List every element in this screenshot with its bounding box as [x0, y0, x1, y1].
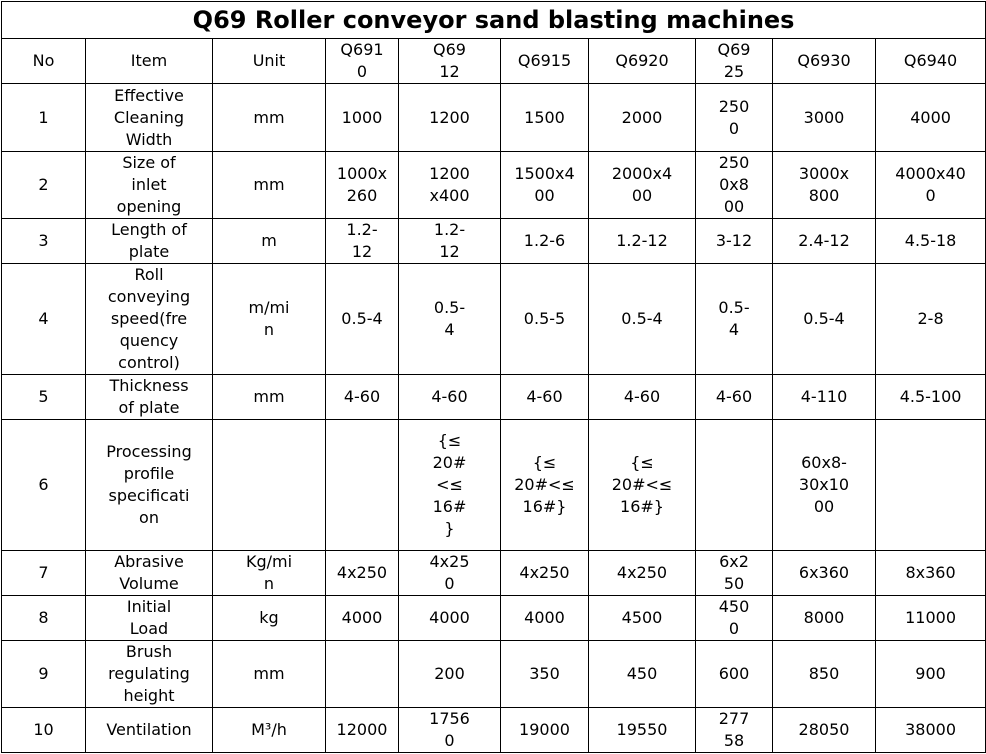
- cell-line: 0.5-4: [621, 309, 663, 328]
- cell-q6910: [326, 596, 399, 641]
- cell-line: 8: [38, 608, 49, 627]
- table-row: [2, 420, 986, 551]
- cell-line: quency: [119, 331, 179, 350]
- cell-unit: [213, 375, 326, 420]
- table-title: Q69 Roller conveyor sand blasting machines: [2, 2, 986, 39]
- cell-line: conveying: [107, 287, 191, 306]
- cell-unit: [213, 596, 326, 641]
- cell-q6925: [696, 708, 773, 753]
- cell-line: 25: [723, 62, 745, 81]
- cell-line: 12: [439, 62, 460, 81]
- cell-item: [86, 152, 213, 219]
- cell-line: 4x250: [336, 563, 388, 582]
- cell-line: 6x360: [798, 563, 850, 582]
- cell-line: profile: [123, 464, 175, 483]
- cell-line: 277: [718, 709, 750, 728]
- cell-no: [2, 84, 86, 152]
- cell-q6915: [501, 84, 589, 152]
- cell-line: 4x250: [519, 563, 570, 582]
- cell-line: Roll: [134, 265, 164, 284]
- cell-q6925: [696, 152, 773, 219]
- cell-q6915: [501, 420, 589, 551]
- cell-line: 2.4-12: [798, 231, 850, 250]
- cell-q6912: [399, 420, 501, 551]
- cell-q6912: [399, 551, 501, 596]
- cell-q6915: [501, 596, 589, 641]
- cell-line: Q69: [717, 40, 751, 59]
- cell-line: 1500: [524, 107, 565, 127]
- cell-line: 4.5-100: [899, 387, 962, 406]
- cell-unit: [213, 264, 326, 375]
- cell-no: [2, 264, 86, 375]
- cell-q6912: [399, 375, 501, 420]
- cell-line: regulating: [108, 664, 190, 683]
- cell-line: 450: [718, 597, 750, 616]
- header-no: [2, 39, 86, 84]
- cell-q6925: [696, 375, 773, 420]
- cell-line: 1.2-: [346, 220, 378, 239]
- cell-q6920: [589, 596, 696, 641]
- cell-q6925: [696, 264, 773, 375]
- cell-line: 4000: [429, 608, 470, 627]
- cell-q6930: [773, 641, 876, 708]
- cell-no: [2, 420, 86, 551]
- cell-q6920: [589, 375, 696, 420]
- table-row: [2, 375, 986, 420]
- cell-q6930: [773, 375, 876, 420]
- cell-line: plate: [128, 242, 170, 261]
- cell-q6940: [876, 708, 986, 753]
- cell-line: Size of: [122, 153, 176, 172]
- cell-q6920: [589, 219, 696, 264]
- cell-q6920: [589, 551, 696, 596]
- cell-q6910: [326, 641, 399, 708]
- table-row: [2, 596, 986, 641]
- table-row: [2, 84, 986, 152]
- table-row: [2, 264, 986, 375]
- cell-q6912: [399, 219, 501, 264]
- cell-q6925: [696, 596, 773, 641]
- cell-no: [2, 708, 86, 753]
- cell-line: opening: [116, 197, 182, 216]
- cell-line: 0: [728, 118, 740, 138]
- cell-line: Q691: [340, 40, 384, 59]
- cell-unit: [213, 219, 326, 264]
- header-q6930: [773, 39, 876, 84]
- cell-line: specificati: [108, 486, 190, 505]
- cell-line: n: [263, 574, 275, 593]
- cell-line: Item: [130, 51, 168, 70]
- cell-line: Width: [125, 129, 173, 149]
- cell-line: 0: [925, 186, 936, 205]
- cell-no: [2, 596, 86, 641]
- cell-line: No: [32, 51, 55, 70]
- cell-unit: [213, 641, 326, 708]
- cell-line: 3-12: [715, 231, 753, 250]
- cell-q6940: [876, 551, 986, 596]
- cell-line: 3: [38, 231, 49, 250]
- cell-line: 4000: [910, 107, 951, 127]
- cell-q6912: [399, 708, 501, 753]
- cell-q6910: [326, 84, 399, 152]
- cell-line: mm: [253, 107, 285, 127]
- cell-line: 58: [723, 731, 745, 750]
- cell-line: M³/h: [251, 720, 287, 739]
- cell-q6912: [399, 264, 501, 375]
- cell-item: [86, 551, 213, 596]
- cell-line: 250: [718, 153, 750, 172]
- cell-line: 1000: [341, 107, 383, 127]
- header-q6920: [589, 39, 696, 84]
- cell-line: Ventilation: [106, 720, 192, 739]
- cell-line: Q6920: [615, 51, 669, 70]
- cell-line: 600: [718, 664, 750, 683]
- cell-q6925: [696, 420, 773, 551]
- cell-line: mm: [253, 175, 285, 194]
- cell-line: 4-60: [623, 387, 661, 406]
- cell-no: [2, 551, 86, 596]
- cell-line: Effective: [114, 85, 184, 105]
- cell-line: 2: [38, 175, 49, 194]
- cell-q6930: [773, 551, 876, 596]
- cell-line: 450: [626, 664, 658, 683]
- cell-line: Unit: [252, 51, 286, 70]
- cell-q6915: [501, 551, 589, 596]
- header-q6910: [326, 39, 399, 84]
- cell-line: 4x25: [429, 552, 470, 571]
- cell-line: 0.5-5: [523, 309, 566, 328]
- cell-line: 4: [444, 320, 455, 339]
- cell-item: [86, 596, 213, 641]
- cell-no: [2, 375, 86, 420]
- cell-line: 12: [351, 242, 373, 261]
- cell-q6925: [696, 641, 773, 708]
- cell-line: 1.2-6: [523, 231, 566, 250]
- cell-line: 900: [915, 664, 946, 683]
- cell-line: 4: [728, 320, 740, 339]
- cell-q6920: [589, 264, 696, 375]
- cell-item: [86, 84, 213, 152]
- cell-line: 1756: [429, 709, 470, 728]
- cell-q6930: [773, 84, 876, 152]
- cell-line: 350: [529, 664, 560, 683]
- cell-line: 8x360: [905, 563, 956, 582]
- cell-q6910: [326, 708, 399, 753]
- cell-line: Load: [129, 619, 169, 638]
- cell-line: }: [444, 519, 455, 538]
- header-q6912: [399, 39, 501, 84]
- cell-line: 10: [33, 720, 54, 739]
- cell-no: [2, 152, 86, 219]
- table-row: [2, 551, 986, 596]
- cell-line: m/mi: [248, 298, 290, 317]
- cell-q6920: [589, 708, 696, 753]
- cell-line: 250: [718, 96, 750, 116]
- cell-q6940: [876, 264, 986, 375]
- cell-line: Volume: [119, 574, 179, 593]
- cell-line: of plate: [118, 398, 180, 417]
- cell-line: 0.5-: [718, 298, 750, 317]
- cell-unit: [213, 152, 326, 219]
- cell-line: 16#}: [620, 497, 664, 516]
- cell-unit: [213, 420, 326, 551]
- cell-line: Abrasive: [114, 552, 184, 571]
- cell-q6940: [876, 596, 986, 641]
- cell-line: 4-60: [526, 387, 563, 406]
- cell-q6930: [773, 152, 876, 219]
- cell-line: 0: [356, 62, 368, 81]
- cell-line: 0.5-: [433, 298, 466, 317]
- cell-line: 9: [38, 664, 49, 683]
- table-body: [2, 84, 986, 753]
- cell-q6915: [501, 708, 589, 753]
- cell-line: control): [118, 353, 180, 372]
- cell-item: [86, 708, 213, 753]
- cell-line: 6x2: [719, 552, 749, 571]
- cell-line: speed(fre: [110, 309, 188, 328]
- cell-line: 00: [534, 186, 555, 205]
- cell-line: Q6915: [517, 51, 572, 70]
- cell-q6915: [501, 264, 589, 375]
- cell-q6940: [876, 84, 986, 152]
- cell-line: 0: [444, 574, 455, 593]
- cell-q6912: [399, 596, 501, 641]
- cell-q6915: [501, 152, 589, 219]
- cell-q6940: [876, 641, 986, 708]
- cell-line: 11000: [905, 608, 957, 627]
- cell-q6910: [326, 152, 399, 219]
- cell-q6912: [399, 84, 501, 152]
- cell-line: {≤: [630, 453, 654, 472]
- cell-q6915: [501, 375, 589, 420]
- cell-line: Q6940: [903, 51, 958, 70]
- cell-line: 3000x: [798, 164, 850, 183]
- cell-line: {≤: [437, 431, 462, 450]
- cell-line: 4000: [341, 608, 383, 627]
- header-q6925: [696, 39, 773, 84]
- cell-line: 1200: [429, 107, 470, 127]
- cell-item: [86, 219, 213, 264]
- cell-line: 00: [723, 197, 745, 216]
- cell-line: 2-8: [917, 309, 944, 328]
- cell-line: 3000: [803, 107, 845, 127]
- cell-line: Q6930: [797, 51, 851, 70]
- cell-q6940: [876, 219, 986, 264]
- cell-line: 20#<≤: [611, 475, 673, 494]
- cell-q6920: [589, 152, 696, 219]
- cell-line: m: [261, 231, 277, 250]
- cell-unit: [213, 84, 326, 152]
- cell-line: 60x8-: [801, 453, 847, 472]
- cell-line: 6: [38, 475, 49, 494]
- cell-line: 20#<≤: [514, 475, 575, 494]
- cell-line: 28050: [798, 720, 850, 739]
- cell-q6940: [876, 375, 986, 420]
- cell-line: Brush: [125, 642, 173, 661]
- cell-line: Processing: [106, 442, 192, 461]
- cell-line: 0x8: [719, 175, 749, 194]
- spec-table: [1, 1, 986, 753]
- cell-line: Initial: [126, 597, 172, 616]
- cell-line: Length of: [111, 220, 187, 239]
- cell-line: 30x10: [798, 475, 850, 494]
- cell-line: 0.5-4: [803, 309, 845, 328]
- cell-line: 16#}: [522, 497, 567, 516]
- cell-q6940: [876, 152, 986, 219]
- cell-unit: [213, 551, 326, 596]
- cell-line: Thickness: [109, 376, 189, 395]
- cell-line: 1.2-: [433, 220, 466, 239]
- cell-q6910: [326, 264, 399, 375]
- cell-q6915: [501, 219, 589, 264]
- cell-line: 4-60: [431, 387, 468, 406]
- cell-line: 4000x40: [895, 164, 966, 183]
- cell-line: Cleaning: [113, 107, 185, 127]
- cell-line: inlet: [131, 175, 167, 194]
- table-row: [2, 219, 986, 264]
- header-q6940: [876, 39, 986, 84]
- header-row: [2, 39, 986, 84]
- cell-line: mm: [253, 387, 285, 406]
- cell-q6925: [696, 84, 773, 152]
- cell-line: {≤: [532, 453, 557, 472]
- cell-line: 1500x4: [514, 164, 575, 183]
- cell-line: 850: [808, 664, 840, 683]
- cell-line: 00: [631, 186, 653, 205]
- cell-item: [86, 641, 213, 708]
- cell-item: [86, 375, 213, 420]
- cell-line: 800: [808, 186, 840, 205]
- cell-line: 0.5-4: [341, 309, 383, 328]
- cell-line: Q69: [433, 40, 466, 59]
- table-row: [2, 708, 986, 753]
- cell-line: height: [123, 686, 175, 705]
- cell-line: 1.2-12: [616, 231, 668, 250]
- cell-q6920: [589, 420, 696, 551]
- cell-line: 00: [813, 497, 835, 516]
- header-item: [86, 39, 213, 84]
- cell-line: Kg/mi: [245, 552, 293, 571]
- cell-line: 38000: [905, 720, 957, 739]
- header-unit: [213, 39, 326, 84]
- cell-line: 4500: [621, 608, 663, 627]
- cell-q6910: [326, 551, 399, 596]
- cell-line: 4000: [524, 608, 565, 627]
- cell-line: 19550: [616, 720, 668, 739]
- table-row: [2, 152, 986, 219]
- cell-q6920: [589, 641, 696, 708]
- cell-line: 19000: [519, 720, 570, 739]
- cell-line: 4-110: [800, 387, 848, 406]
- cell-line: 8000: [803, 608, 845, 627]
- cell-line: 200: [434, 664, 465, 683]
- cell-q6910: [326, 219, 399, 264]
- cell-line: 1: [38, 107, 49, 127]
- cell-q6930: [773, 708, 876, 753]
- cell-item: [86, 264, 213, 375]
- cell-q6930: [773, 219, 876, 264]
- cell-line: kg: [259, 608, 279, 627]
- cell-line: 1000x: [336, 164, 388, 183]
- cell-line: 4x250: [616, 563, 668, 582]
- cell-line: 12: [439, 242, 460, 261]
- cell-line: 4-60: [715, 387, 753, 406]
- cell-item: [86, 420, 213, 551]
- cell-line: x400: [429, 186, 470, 205]
- cell-q6915: [501, 641, 589, 708]
- cell-line: 4.5-18: [904, 231, 957, 250]
- cell-q6910: [326, 420, 399, 551]
- cell-line: 0: [444, 731, 455, 750]
- cell-q6910: [326, 375, 399, 420]
- cell-q6925: [696, 551, 773, 596]
- cell-line: 5: [38, 387, 49, 406]
- cell-no: [2, 219, 86, 264]
- cell-q6940: [876, 420, 986, 551]
- cell-line: 2000x4: [611, 164, 673, 183]
- cell-line: 12000: [336, 720, 388, 739]
- cell-line: 1200: [429, 164, 470, 183]
- cell-line: 0: [728, 619, 740, 638]
- cell-line: mm: [253, 664, 285, 683]
- cell-line: 50: [723, 574, 745, 593]
- cell-no: [2, 641, 86, 708]
- cell-line: on: [139, 508, 159, 527]
- cell-q6912: [399, 152, 501, 219]
- cell-line: 4: [38, 309, 49, 328]
- cell-line: 20#: [432, 453, 467, 472]
- cell-q6920: [589, 84, 696, 152]
- cell-q6925: [696, 219, 773, 264]
- table-row: [2, 641, 986, 708]
- cell-line: 16#: [432, 497, 467, 516]
- cell-line: 260: [346, 186, 378, 205]
- header-q6915: [501, 39, 589, 84]
- cell-line: n: [263, 320, 275, 339]
- cell-line: 2000: [621, 107, 663, 127]
- cell-line: <≤: [436, 475, 463, 494]
- cell-line: 7: [38, 563, 49, 582]
- cell-q6930: [773, 596, 876, 641]
- cell-q6930: [773, 264, 876, 375]
- cell-unit: [213, 708, 326, 753]
- cell-q6930: [773, 420, 876, 551]
- cell-q6912: [399, 641, 501, 708]
- cell-line: 4-60: [343, 387, 381, 406]
